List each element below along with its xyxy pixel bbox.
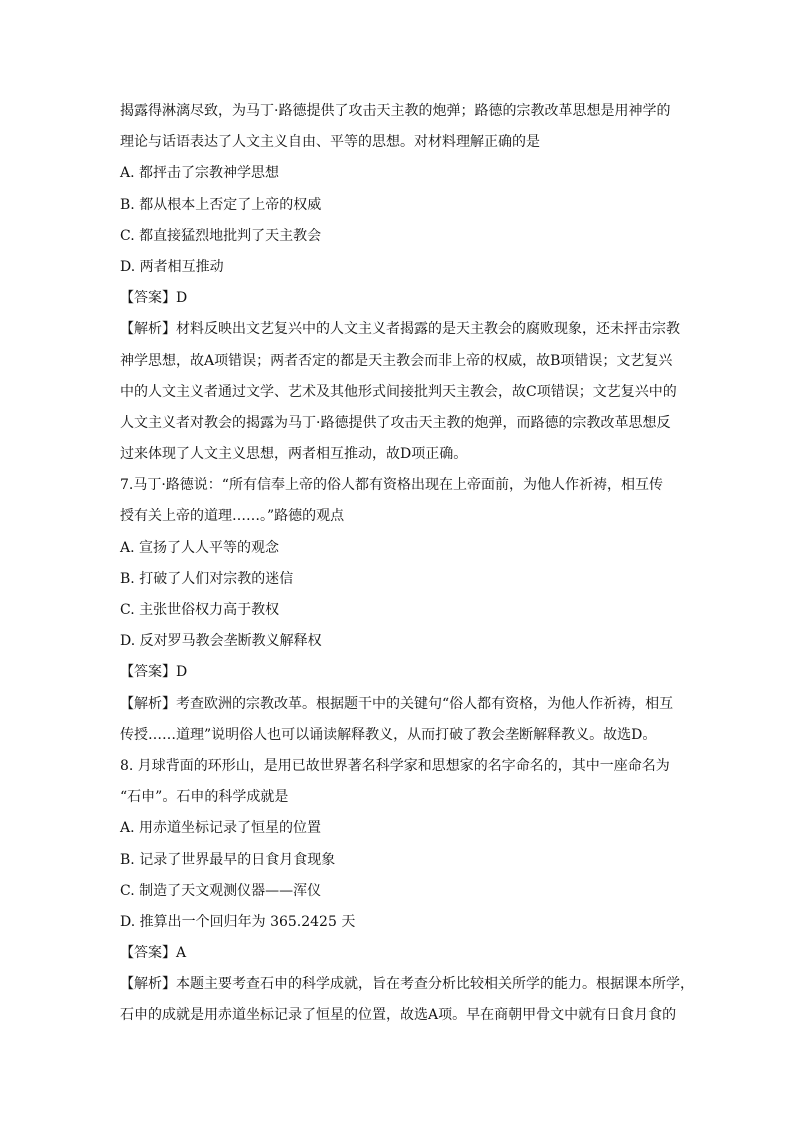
q6-analysis-line: 神学思想，故A项错误；两者否定的都是天主教会而非上帝的权威，故B项错误；文艺复兴	[120, 352, 673, 369]
q8-options	[120, 813, 680, 938]
q7-option-b: B. 打破了人们对宗教的迷信	[120, 570, 294, 587]
q7-analysis-line: 【解析】考查欧洲的宗教改革。根据题干中的关键句“俗人都有资格，为他人作祈祷，相互	[120, 695, 674, 712]
q7-analysis	[120, 689, 680, 751]
q6-analysis-line: 人文主义者对教会的揭露为马丁·路德提供了攻击天主教的炮弹，而路德的宗教改革思想反	[120, 414, 671, 431]
q8-option-a: A. 用赤道坐标记录了恒星的位置	[120, 820, 322, 837]
q6-analysis-line: 过来体现了人文主义思想，两者相互推动，故D项正确。	[120, 446, 468, 463]
q6-analysis	[120, 314, 680, 470]
q8-option-b: B. 记录了世界最早的日食月食现象	[120, 851, 336, 868]
q7-stem	[120, 470, 680, 532]
q8-option-d: D. 推算出一个回归年为 365.2425 天	[120, 913, 356, 930]
q8-analysis-line: 石申的成就是用赤道坐标记录了恒星的位置，故选A项。早在商朝甲骨文中就有日食月食的	[120, 1007, 677, 1024]
q7-options	[120, 533, 680, 658]
q8-stem-line: 8. 月球背面的环形山，是用已故世界著名科学家和思想家的名字命名的，其中一座命名为	[120, 757, 670, 774]
q8-analysis-line: 【解析】本题主要考查石申的科学成就，旨在考查分析比较相关所学的能力。根据课本所学，	[120, 976, 694, 993]
q6-option-b: B. 都从根本上否定了上帝的权威	[120, 196, 322, 213]
q6-analysis-line: 【解析】材料反映出文艺复兴中的人文主义者揭露的是天主教会的腐败现象，还未抨击宗教	[120, 321, 680, 338]
q6-stem-line: 理论与话语表达了人文主义自由、平等的思想。对材料理解正确的是	[120, 134, 540, 151]
q6-analysis-line: 中的人文主义者通过文学、艺术及其他形式间接批判天主教会，故C项错误；文艺复兴中的	[120, 383, 677, 400]
q8-answer: 【答案】A	[120, 945, 187, 962]
q6-stem	[120, 96, 680, 158]
document-page	[120, 96, 694, 1032]
q6-stem-line: 揭露得淋漓尽致，为马丁·路德提供了攻击天主教的炮弹；路德的宗教改革思想是用神学的	[120, 103, 671, 119]
q6-answer: 【答案】D	[120, 290, 188, 307]
q7-analysis-line: 传授……道理”说明俗人也可以诵读解释教义，从而打破了教会垄断解释教义。故选D。	[120, 726, 657, 743]
q8-stem-line: “石申”。石申的科学成就是	[120, 789, 289, 806]
q6-option-d: D. 两者相互推动	[120, 258, 224, 275]
q8-analysis	[120, 969, 694, 1031]
q7-stem-line: 授有关上帝的道理……。”路德的观点	[120, 508, 345, 525]
q7-option-c: C. 主张世俗权力高于教权	[120, 602, 280, 618]
q6-option-a: A. 都抨击了宗教神学思想	[120, 165, 280, 182]
q7-stem-line: 7.马丁·路德说：“所有信奉上帝的俗人都有资格出现在上帝面前，为他人作祈祷，相互传	[120, 477, 663, 494]
q6-options	[120, 158, 680, 283]
q7-option-a: A. 宣扬了人人平等的观念	[120, 539, 280, 556]
q8-option-c: C. 制造了天文观测仪器——浑仪	[120, 882, 322, 899]
q7-answer: 【答案】D	[120, 664, 188, 681]
q8-stem	[120, 751, 680, 813]
q7-option-d: D. 反对罗马教会垄断教义解释权	[120, 633, 322, 650]
q6-option-c: C. 都直接猛烈地批判了天主教会	[120, 227, 322, 244]
